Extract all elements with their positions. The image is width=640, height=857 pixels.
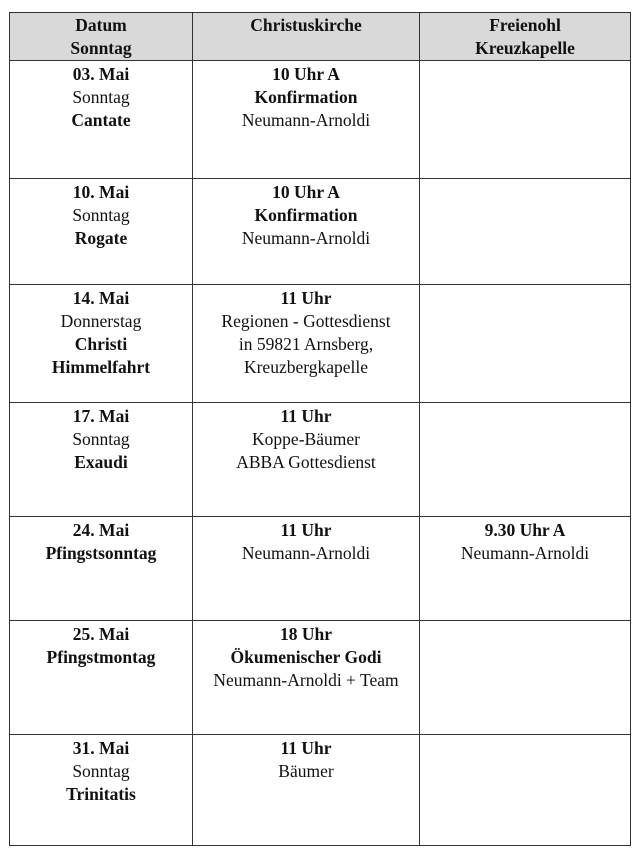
cell-line: 10. Mai [72, 182, 130, 202]
cell-line: Rogate [74, 228, 128, 248]
cell-line: ABBA Gottesdienst [236, 452, 376, 472]
cell-line: Neumann-Arnoldi [241, 543, 371, 563]
cell-line: Cantate [71, 110, 131, 130]
kreuzkapelle-cell [420, 61, 631, 179]
kreuzkapelle-cell [420, 179, 631, 285]
header-datum-label: Datum [75, 15, 127, 35]
date-cell [10, 285, 193, 403]
header-datum-sonntag [10, 13, 193, 61]
header-freienohl-kreuzkapelle [420, 13, 631, 61]
cell-line: Koppe-Bäumer [252, 429, 360, 449]
cell-line: 10 Uhr A [272, 182, 340, 202]
kreuzkapelle-cell [420, 735, 631, 846]
cell-line: 24. Mai [72, 520, 130, 540]
christuskirche-cell [193, 517, 420, 621]
cell-line: Neumann-Arnoldi [241, 110, 371, 130]
cell-line: Pfingstmontag [46, 647, 156, 667]
header-freienohl-label: Freienohl [489, 15, 561, 35]
cell-line: Christi [74, 334, 128, 354]
header-sonntag-label: Sonntag [70, 38, 132, 58]
cell-line: Konfirmation [254, 205, 358, 225]
cell-line: Trinitatis [66, 784, 136, 804]
christuskirche-cell [193, 285, 420, 403]
table-row [10, 403, 631, 517]
cell-line: Bäumer [278, 761, 334, 781]
header-kreuzkapelle-label: Kreuzkapelle [475, 38, 575, 58]
cell-line: Exaudi [74, 452, 128, 472]
header-christuskirche [193, 13, 420, 61]
kreuzkapelle-cell [420, 285, 631, 403]
cell-line: in 59821 Arnsberg, [238, 334, 374, 354]
cell-line: Neumann-Arnoldi + Team [213, 670, 399, 690]
kreuzkapelle-cell [420, 517, 631, 621]
cell-line: 14. Mai [72, 288, 130, 308]
cell-line: Sonntag [72, 761, 130, 781]
kreuzkapelle-cell [420, 403, 631, 517]
table-row [10, 517, 631, 621]
cell-line: Regionen - Gottesdienst [221, 311, 391, 331]
christuskirche-cell [193, 621, 420, 735]
cell-line: 17. Mai [72, 406, 130, 426]
cell-line: Neumann-Arnoldi [460, 543, 590, 563]
cell-line: Neumann-Arnoldi [241, 228, 371, 248]
cell-line: 25. Mai [72, 624, 130, 644]
cell-line: Ökumenischer Godi [230, 647, 382, 667]
table-row [10, 735, 631, 846]
cell-line: 03. Mai [72, 64, 130, 84]
cell-line: 10 Uhr A [272, 64, 340, 84]
table-row [10, 61, 631, 179]
date-cell [10, 735, 193, 846]
cell-line: 11 Uhr [280, 406, 332, 426]
date-cell [10, 621, 193, 735]
header-row [10, 13, 631, 61]
cell-line: Sonntag [72, 429, 130, 449]
date-cell [10, 517, 193, 621]
cell-line: Pfingstsonntag [45, 543, 157, 563]
cell-line: Himmelfahrt [51, 357, 151, 377]
cell-line: 9.30 Uhr A [484, 520, 566, 540]
service-schedule-table [9, 12, 631, 846]
christuskirche-cell [193, 61, 420, 179]
christuskirche-cell [193, 735, 420, 846]
cell-line: 11 Uhr [280, 520, 332, 540]
kreuzkapelle-cell [420, 621, 631, 735]
cell-line: 11 Uhr [280, 288, 332, 308]
date-cell [10, 179, 193, 285]
christuskirche-cell [193, 403, 420, 517]
cell-line: 11 Uhr [280, 738, 332, 758]
table-row [10, 621, 631, 735]
table-row [10, 285, 631, 403]
cell-line: Kreuzbergkapelle [243, 357, 369, 377]
header-christuskirche-label: Christuskirche [250, 15, 362, 35]
cell-line: 18 Uhr [279, 624, 332, 644]
cell-line: Konfirmation [254, 87, 358, 107]
date-cell [10, 403, 193, 517]
christuskirche-cell [193, 179, 420, 285]
cell-line: Donnerstag [60, 311, 142, 331]
cell-line: Sonntag [72, 87, 130, 107]
table-row [10, 179, 631, 285]
date-cell [10, 61, 193, 179]
cell-line: 31. Mai [72, 738, 130, 758]
cell-line: Sonntag [72, 205, 130, 225]
